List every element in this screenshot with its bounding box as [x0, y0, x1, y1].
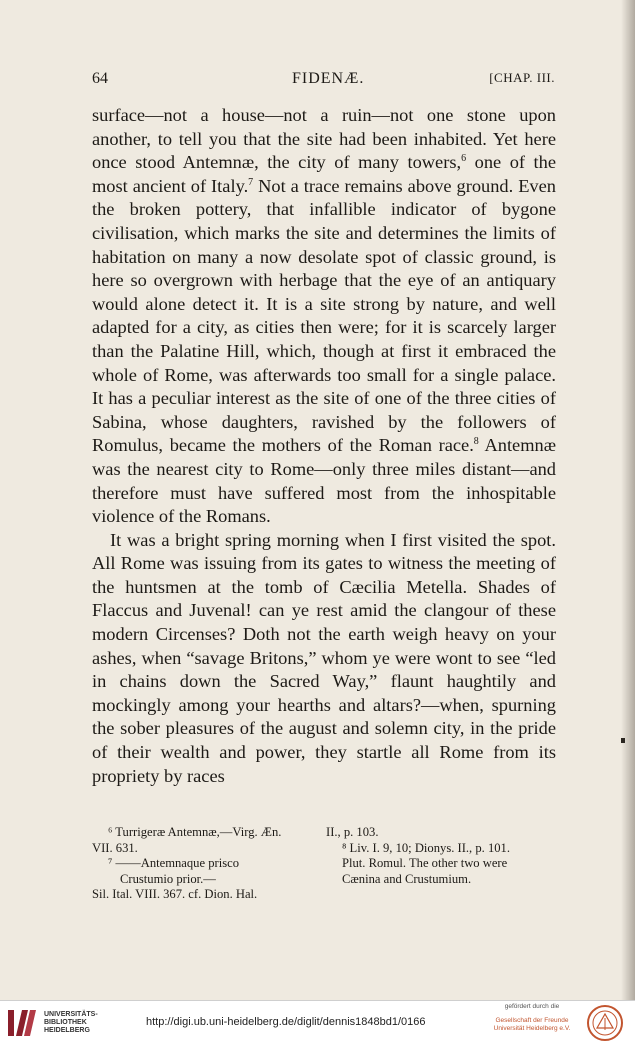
- institution-line: HEIDELBERG: [44, 1027, 90, 1034]
- page-number: 64: [92, 70, 108, 87]
- paragraph-1: [92, 104, 556, 529]
- text-run: Not a trace remains above: [253, 175, 452, 196]
- footnote-line: Plut. Romul. The other two were: [342, 856, 508, 870]
- page-header: [92, 70, 555, 92]
- footnote-line: Crustumio prior.—: [120, 871, 216, 886]
- footnotes-right-column: [326, 825, 556, 887]
- footnotes-left-column: [92, 825, 324, 903]
- paragraph-2: It was a bright spring morning when I first visited the spot. All Rome was issuing from its gates to witness the meeting of the huntsmen at the tomb of Cæcilia Metella. Shades of Flaccus and Juvenal! can ye rest amid the clangour of these modern Circenses? Doth not the earth weigh heavy on your ashes, when “savage Britons,” whom ye were wont to see “led in chains down the Sacred Way,” flaunt haughtily and mockingly among your hearths and altars?—when, spurning the sober pleasures of the august and solemn city, in the pride of their wealth and power, they startle all Rome from its propriety by races: [92, 529, 556, 786]
- footnote-line: ⁶ Turrigeræ Antemnæ,—Virg. Æn.: [108, 825, 282, 839]
- institution-line: BIBLIOTHEK: [44, 1019, 87, 1026]
- footnote-line: Cænina and Crustumium.: [342, 871, 472, 886]
- footnote-line: VII. 631.: [92, 840, 138, 855]
- text-run: surface—not a house—not a ruin—not one stone upon: [92, 105, 556, 125]
- sponsor-line: Universität Heidelberg e.V.: [493, 1025, 571, 1032]
- text-run: here once stood Antemnæ, the city of many towers,: [92, 128, 556, 173]
- institution-line: UNIVERSITÄTS-: [44, 1011, 98, 1018]
- footnotes: [92, 825, 556, 905]
- footnote-line: ⁸ Liv. I. 9, 10; Dionys. II., p. 101.: [342, 840, 510, 855]
- text-run: ground. Even the broken pottery, that infallible indicator of bygone civilisation, which marks the site and determines the limits of habitation on many a now desolate spot of classic ground, is here so overgrown with herbage that the eye of an antiquary would alone detect it. It is a site strong by nature, and well adapted for a city, as cities then were; for it is scarcely larger than the Palatine Hill, which, though at first it embraced the whole of Rome, was afterwards too small for a single palace. It has a peculiar interest as the site of one of the three cities of Sabina, whose daughters, ravished by the followers of Romulus, became the mothers of the Roman race.: [92, 175, 556, 456]
- text-run: another, to tell you that the site had been inhabited. Yet: [92, 128, 518, 149]
- footnote-ref-7: 7: [248, 176, 254, 188]
- university-library-logo-icon: [6, 1006, 40, 1040]
- footnote-ref-8: 8: [473, 436, 479, 448]
- text-run: Antemnæ was the nearest city to Rome—only three miles distant—and therefore must have suffered most from the inhospitable violence of the Romans.: [92, 435, 556, 527]
- text-run: one: [466, 152, 502, 173]
- sponsor-line: Gesellschaft der Freunde: [495, 1017, 569, 1024]
- society-seal-icon: [584, 1004, 626, 1042]
- running-title: FIDENÆ.: [292, 70, 365, 87]
- footnote-line: II., p. 103.: [326, 825, 379, 839]
- body-text: [92, 104, 556, 788]
- chapter-label: [CHAP. III.: [489, 70, 555, 85]
- sponsor-credit: [486, 1003, 578, 1033]
- digital-library-link[interactable]: http://digi.ub.uni-heidelberg.de/diglit/dennis1848bd1/0166: [146, 1016, 426, 1028]
- footnote-ref-6: 6: [461, 153, 467, 165]
- footnote-line: Sil. Ital. VIII. 367. cf. Dion. Hal.: [92, 887, 258, 901]
- institution-name: [44, 1011, 98, 1035]
- text-run: of the most ancient of Italy.: [92, 152, 557, 196]
- sponsor-label: gefördert durch die: [504, 1003, 560, 1010]
- footnote-line: ⁷ ——Antemnaque prisco: [108, 856, 239, 870]
- margin-mark: [621, 738, 625, 743]
